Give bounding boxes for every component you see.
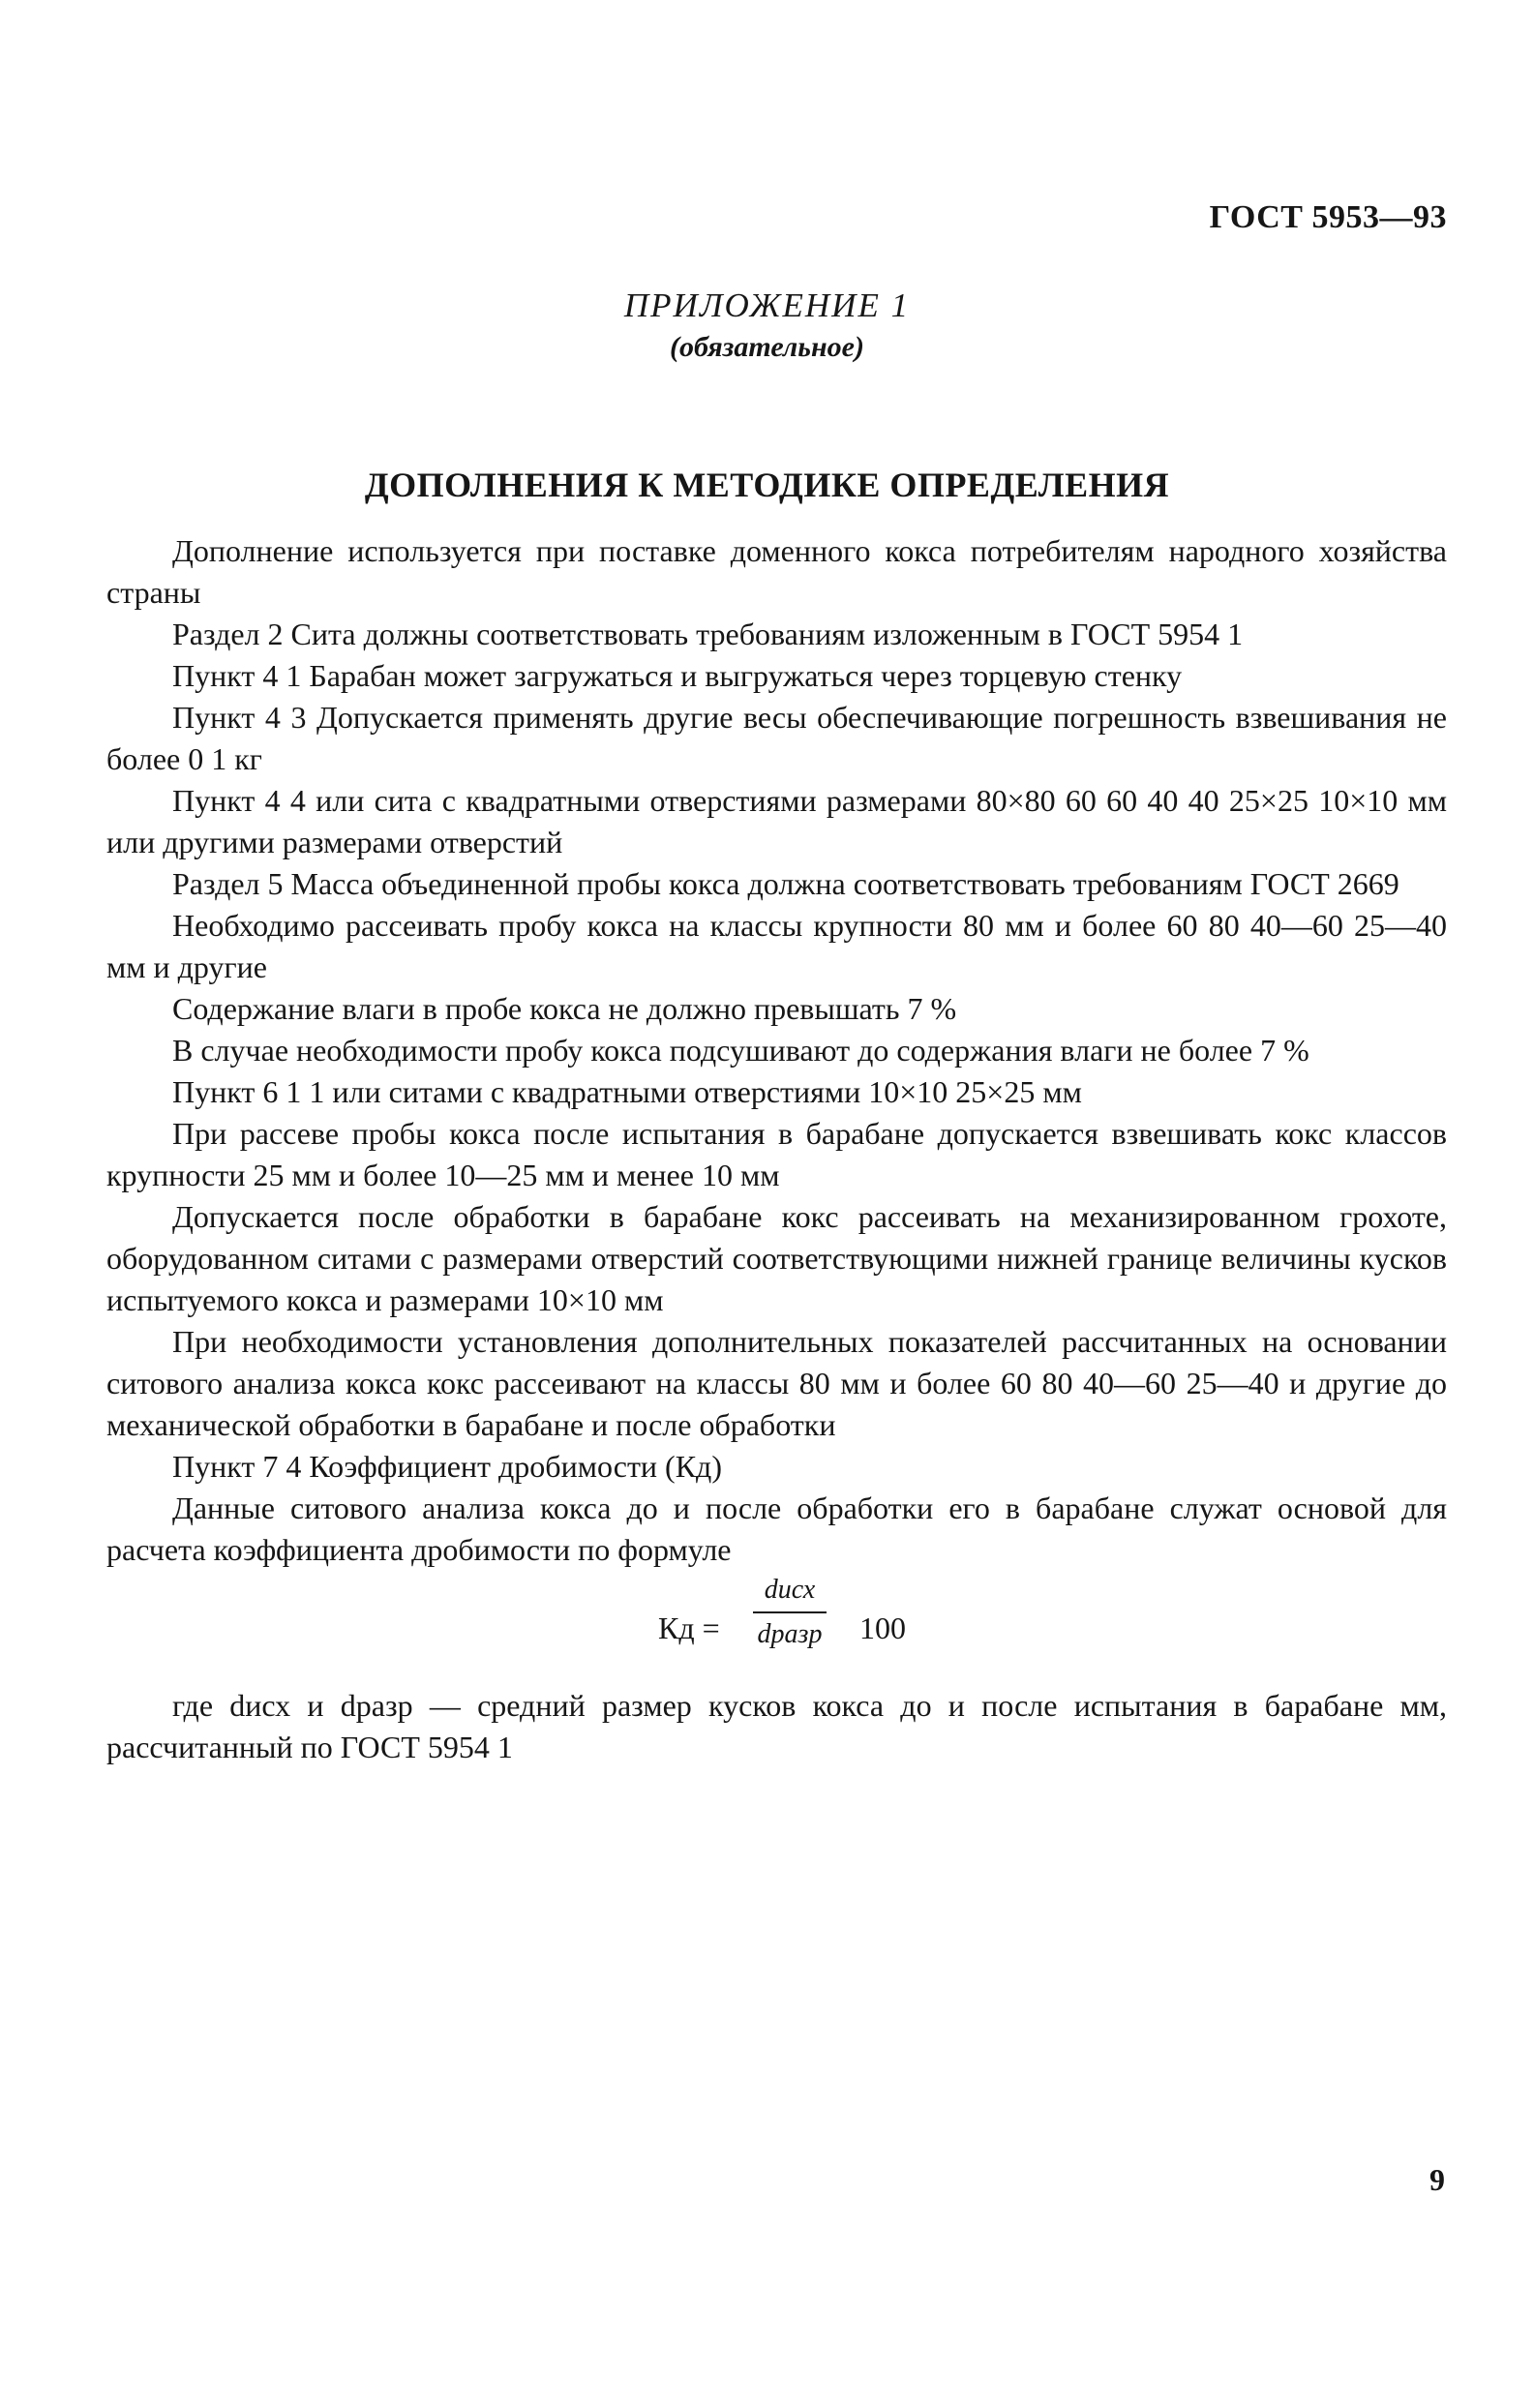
paragraph: Раздел 2 Сита должны соответствовать требованиям изложенным в ГОСТ 5954 1 (172, 617, 1244, 651)
document-code: ГОСТ 5953—93 (1209, 199, 1447, 235)
appendix-note: (обязательное) (670, 331, 864, 363)
paragraph: Пункт 4 4 или сита с квадратными отверстиями размерами 80×80 60 60 40 40 25×25 10×10 мм или другими размерами отверстий (106, 783, 1447, 859)
fraction-bar (753, 1611, 827, 1613)
formula-denominator: dразр (757, 1619, 823, 1649)
paragraph: Пункт 4 3 Допускается применять другие весы обеспечивающие погрешность взвешивания не более 0 1 кг (106, 700, 1447, 776)
paragraph: Пункт 4 1 Барабан может загружаться и выгружаться через торцевую стенку (172, 658, 1183, 693)
paragraph: Данные ситового анализа кокса до и после обработки его в барабане служат основой для расчета коэффициента дробимости по формуле (106, 1490, 1447, 1567)
paragraph: Необходимо рассеивать пробу кокса на классы крупности 80 мм и более 60 80 40—60 25—40 мм и другие (106, 908, 1447, 984)
page-number: 9 (1429, 2162, 1445, 2197)
formula-numerator: dисх (764, 1575, 816, 1605)
body-text (106, 530, 1447, 1768)
paragraph: где dисх и dразр — средний размер кусков кокса до и после испытания в барабане мм, рассчитанный по ГОСТ 5954 1 (106, 1688, 1447, 1764)
paragraph: При рассеве пробы кокса после испытания в барабане допускается взвешивать кокс классов крупности 25 мм и более 10—25 мм и менее 10 мм (106, 1116, 1447, 1192)
paragraph: Допускается после обработки в барабане кокс рассеивать на механизированном грохоте, оборудованном ситами с размерами отверстий соответствующими нижней границе величины кусков испытуемого кокса и размерами 10×10 мм (106, 1199, 1447, 1317)
paragraph: Пункт 6 1 1 или ситами с квадратными отверстиями 10×10 25×25 мм (172, 1074, 1082, 1109)
paragraph: При необходимости установления дополнительных показателей рассчитанных на основании ситового анализа кокса кокс рассеивают на классы 80 мм и более 60 80 40—60 25—40 и другие до механической обработки в барабане и после обработки (106, 1324, 1447, 1442)
paragraph: Раздел 5 Масса объединенной пробы кокса должна соответствовать требованиям ГОСТ 2669 (172, 866, 1399, 901)
formula-factor: 100 (859, 1610, 906, 1645)
crushability-formula (106, 1571, 1447, 1685)
paragraph: Дополнение используется при поставке доменного кокса потребителям народного хозяйства страны (106, 533, 1447, 610)
paragraph: В случае необходимости пробу кокса подсушивают до содержания влаги не более 7 % (172, 1033, 1309, 1068)
formula-fraction (745, 1571, 834, 1654)
section-title: ДОПОЛНЕНИЯ К МЕТОДИКЕ ОПРЕДЕЛЕНИЯ (364, 466, 1170, 504)
formula-lhs: Кд = (658, 1610, 720, 1645)
paragraph: Содержание влаги в пробе кокса не должно превышать 7 % (172, 991, 957, 1026)
paragraph: Пункт 7 4 Коэффициент дробимости (Кд) (172, 1449, 722, 1484)
appendix-title: ПРИЛОЖЕНИЕ 1 (623, 286, 911, 324)
